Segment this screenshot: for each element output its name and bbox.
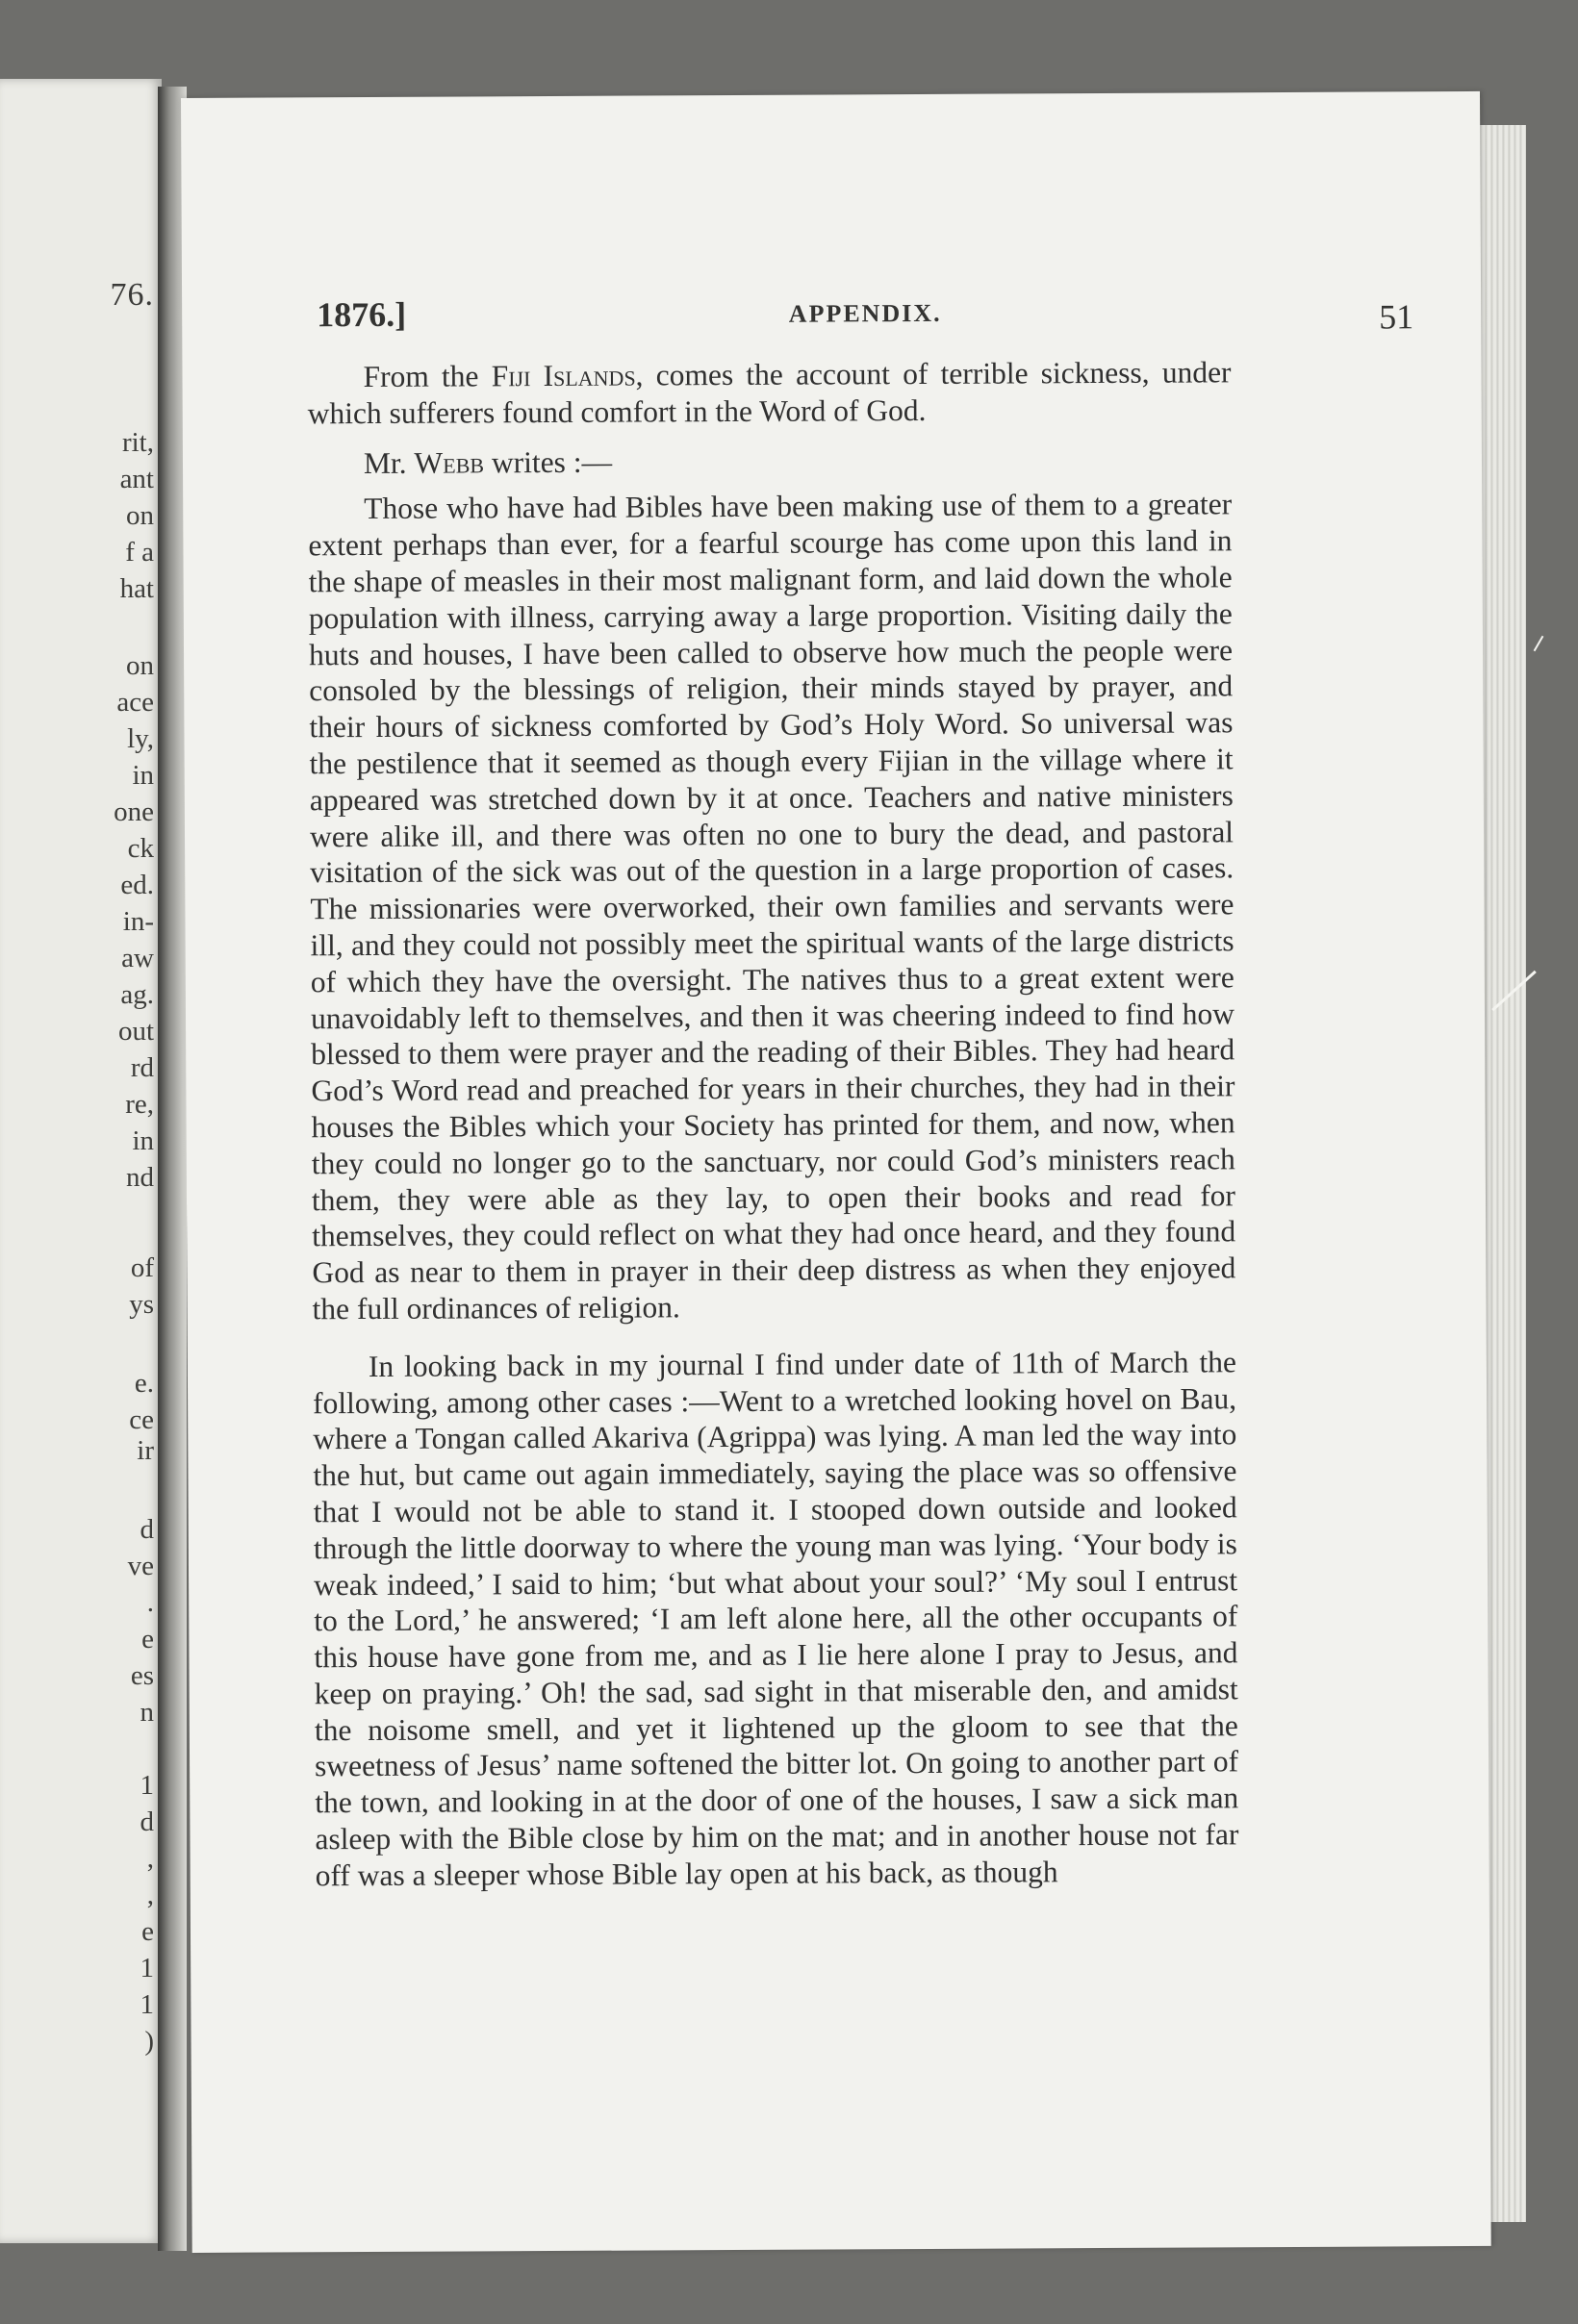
intro-text-after: , comes the account of terrible sickness, under which sufferers found comfort in the Word of God.: [307, 355, 1232, 431]
left-fragment: out: [117, 1016, 154, 1047]
body-paragraph: Those who have had Bibles have been making use of them to a greater extent perhaps than ever, for a fearful scourge has come upon this land in the shape of measles in their most malignant form, and laid down the whole population with illness, carrying away a large proportion. Visiting daily the huts and houses, I have been called to observe how much the people were consoled by the blessings of religion, their minds stayed by prayer, and their hours of sickness comforted by God’s Holy Word. So universal was the pestilence that it seemed as though every Fijian in the village where it appeared was stretched down by it at once. Teachers and native ministers were alike ill, and there was often no one to bury the dead, and pastoral visitation of the sick was out of the question in a large proportion of cases. The missionaries were overworked, their own families and servants were ill, and they could not possibly meet the spiritual wants of the large districts of which they have the oversight. The natives thus to a great extent were unavoidably left to themselves, and then it was cheering indeed to find how blessed to them were prayer and the reading of their Bibles. They had heard God’s Word read and preached for years in their churches, they had in their houses the Bibles which your Society has printed for them, and now, when they could no longer go to the sanctuary, nor could God’s ministers reach them, they were able as they lay, to open their books and read for themselves, they could reflect on what they had once heard, and they found God as near to them in prayer in their deep distress as when they enjoyed the full ordinances of religion.: [308, 487, 1236, 1326]
left-fragment: ir: [137, 1435, 154, 1466]
left-fragment: on: [126, 650, 154, 681]
left-fragment: ant: [119, 464, 154, 494]
left-fragment: ag.: [120, 979, 154, 1010]
left-fragment: ed.: [120, 870, 154, 900]
left-fragment: in: [132, 1125, 154, 1156]
left-fragment: n: [140, 1697, 154, 1728]
left-fragment: e: [141, 1916, 154, 1947]
left-page-header: 76.: [110, 277, 154, 313]
page-number: 51: [1379, 297, 1414, 337]
left-fragment: e.: [134, 1368, 154, 1399]
left-fragment: .: [146, 1587, 154, 1618]
writer-suffix: writes :—: [483, 444, 613, 479]
left-fragment: ce: [129, 1404, 154, 1435]
left-fragment: nd: [126, 1162, 154, 1193]
page-body: [307, 354, 1238, 1894]
left-fragment: 1: [140, 1989, 154, 2020]
place-name: Fiji Islands: [491, 358, 636, 393]
left-fragment: 1: [140, 1953, 154, 1983]
left-fragment: one: [114, 796, 154, 827]
left-fragment: ,: [146, 1843, 154, 1874]
right-page: [181, 91, 1491, 2253]
left-fragment: hat: [119, 573, 154, 604]
left-fragment: ,: [146, 1880, 154, 1910]
intro-paragraph: [307, 354, 1231, 432]
writer-line: [308, 441, 1232, 482]
left-fragment: ve: [127, 1551, 154, 1581]
left-fragment: of: [130, 1252, 154, 1283]
left-fragment: ace: [116, 687, 154, 718]
running-head-title: APPENDIX.: [788, 298, 942, 328]
left-fragment: aw: [121, 943, 154, 973]
left-fragment: rit,: [121, 427, 154, 458]
left-fragment: ys: [129, 1289, 154, 1320]
left-fragment: 1: [140, 1770, 154, 1801]
left-fragment: in-: [122, 906, 154, 937]
left-fragment: d: [140, 1806, 154, 1837]
left-fragment: es: [130, 1660, 154, 1691]
body-paragraph: In looking back in my journal I find under date of 11th of March the following, among other cases :—Went to a wretched looking hovel on Bau, where a Tongan called Akariva (Agrippa) was lying. A man led the way into the hut, but came out again immediately, saying the place was so offensive that I would not be able to stand it. I stooped down outside and looked through the little doorway to where the young man was lying. ‘Your body is weak indeed,’ I said to him; ‘but what about your soul?’ ‘My soul I entrust to the Lord,’ he answered; ‘I am left alone here, all the other occupants of this house have gone from me, and as I lie here alone I pray to Jesus, and keep on praying.’ Oh! the sad, sad sight in that miserable den, and amidst the noisome smell, and yet it lightened up the gloom to see that the sweetness of Jesus’ name softened the bitter lot. On going to another part of the town, and looking in at the door of one of the houses, I saw a sick man asleep with the Bible close by him on the mat; and in another house not far off was a sleeper whose Bible lay open at his back, as though: [313, 1344, 1239, 1893]
left-fragment: on: [126, 500, 154, 531]
left-fragment: re,: [125, 1089, 154, 1120]
running-head-year: 1876.]: [317, 294, 407, 335]
left-fragment: f a: [125, 537, 154, 568]
intro-text-before: From the: [363, 359, 492, 394]
left-fragment: d: [140, 1514, 154, 1545]
writer-prefix: Mr.: [363, 445, 415, 480]
writer-name: Webb: [414, 444, 485, 480]
left-fragment: e: [141, 1624, 154, 1655]
left-facing-page: [0, 79, 162, 2243]
left-fragment: ): [144, 2026, 154, 2057]
left-fragment: ck: [127, 833, 154, 864]
left-fragment: ly,: [127, 723, 154, 754]
left-fragment: in: [132, 760, 154, 791]
left-fragment: rd: [130, 1052, 154, 1083]
running-head: [317, 289, 1413, 342]
